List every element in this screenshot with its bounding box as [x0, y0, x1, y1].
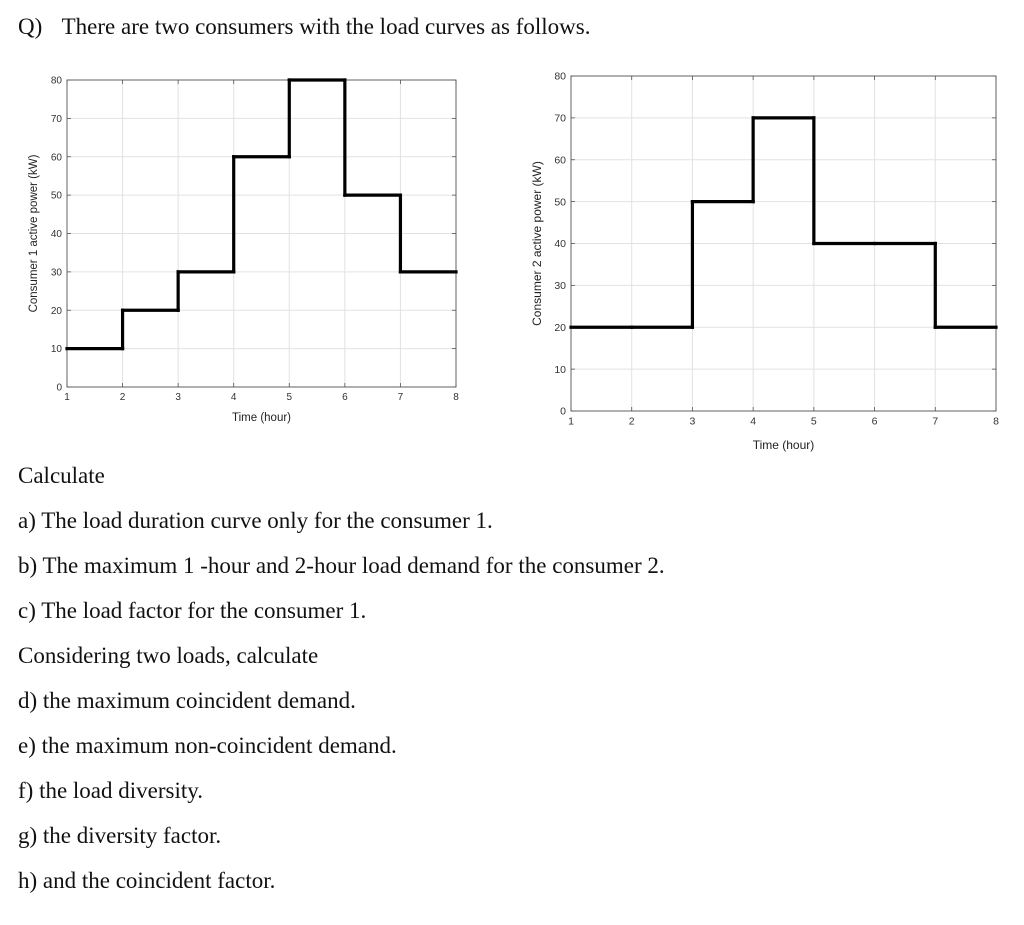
body-line: f) the load diversity. — [18, 778, 204, 803]
question-body — [18, 458, 665, 908]
question-label: Q) — [18, 14, 43, 39]
x-tick-label: 6 — [342, 392, 348, 403]
body-line: h) and the coincident factor. — [18, 868, 276, 893]
y-tick-label: 30 — [554, 280, 566, 293]
y-tick-label: 40 — [50, 229, 62, 240]
y-tick-label: 10 — [50, 344, 62, 356]
y-tick-label: 80 — [554, 70, 566, 83]
x-tick-label: 7 — [397, 392, 404, 403]
y-axis-label: Consumer 2 active power (kW) — [530, 161, 544, 326]
x-tick-label: 4 — [230, 392, 237, 403]
y-tick-label: 50 — [50, 190, 62, 202]
x-tick-label: 6 — [871, 415, 878, 428]
x-axis-label: Time (hour) — [232, 412, 291, 424]
body-line: b) The maximum 1 -hour and 2-hour load demand for the consumer 2. — [18, 553, 665, 578]
y-tick-label: 0 — [56, 382, 62, 394]
x-tick-label: 8 — [993, 415, 999, 428]
body-line: c) The load factor for the consumer 1. — [18, 598, 367, 623]
y-tick-label: 70 — [554, 112, 566, 125]
y-tick-label: 30 — [50, 267, 62, 279]
x-tick-label: 3 — [175, 392, 181, 403]
x-tick-label: 7 — [932, 415, 939, 428]
x-tick-label: 1 — [64, 392, 70, 403]
x-tick-label: 3 — [689, 415, 696, 428]
y-axis-label: Consumer 1 active power (kW) — [28, 154, 40, 313]
y-tick-label: 0 — [560, 405, 566, 418]
x-tick-label: 2 — [119, 392, 126, 403]
y-tick-label: 50 — [554, 196, 566, 209]
body-line: e) the maximum non-coincident demand. — [18, 733, 397, 758]
body-line: Considering two loads, calculate — [18, 643, 319, 668]
y-tick-label: 40 — [554, 238, 566, 251]
x-tick-label: 5 — [286, 392, 293, 403]
x-tick-label: 5 — [810, 415, 817, 428]
x-tick-label: 2 — [628, 415, 635, 428]
x-tick-label: 8 — [453, 392, 459, 403]
y-tick-label: 20 — [50, 305, 62, 317]
body-line: Calculate — [18, 463, 105, 488]
x-tick-label: 4 — [750, 415, 757, 428]
y-tick-label: 10 — [554, 363, 566, 376]
body-line: d) the maximum coincident demand. — [18, 688, 356, 713]
y-tick-label: 60 — [554, 154, 566, 167]
consumer-2-load-chart — [524, 62, 1008, 462]
question-heading — [18, 14, 590, 40]
question-text: There are two consumers with the load curves as follows. — [61, 14, 591, 39]
body-line: a) The load duration curve only for the consumer 1. — [18, 508, 493, 533]
x-axis-label: Time (hour) — [752, 438, 815, 452]
body-line: g) the diversity factor. — [18, 823, 222, 848]
x-tick-label: 1 — [568, 415, 574, 428]
y-tick-label: 20 — [554, 321, 566, 334]
y-tick-label: 60 — [50, 152, 62, 164]
consumer-1-load-chart — [20, 66, 465, 432]
y-tick-label: 70 — [50, 113, 62, 125]
y-tick-label: 80 — [50, 75, 62, 87]
